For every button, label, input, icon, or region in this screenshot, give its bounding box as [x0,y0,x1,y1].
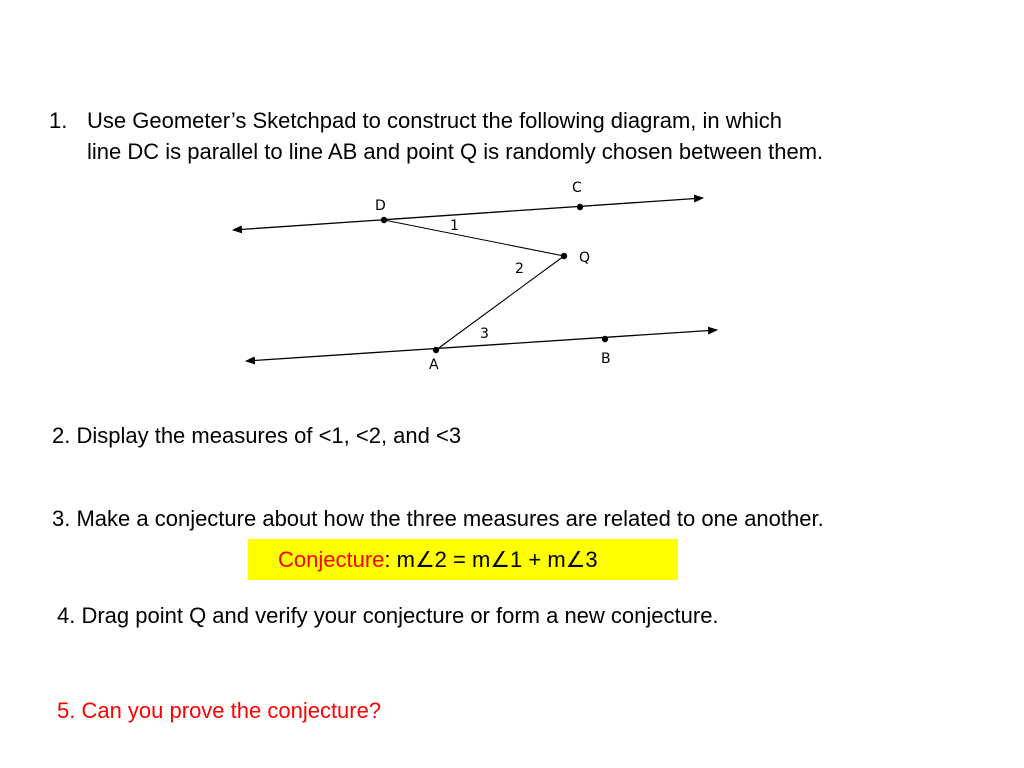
step-2-text: 2. Display the measures of <1, <2, and <3 [52,423,462,448]
step-1-text-line-1: Use Geometer’s Sketchpad to construct the following diagram, in which [87,108,782,133]
step-4-text: 4. Drag point Q and verify your conjecture or form a new conjecture. [57,603,719,628]
step-1-number: 1. [49,108,68,133]
point-b[interactable] [602,336,608,342]
label-q: Q [579,250,591,266]
point-d[interactable] [381,217,387,223]
point-c[interactable] [577,204,583,210]
label-d: D [375,198,386,214]
step-1-text-line-2: line DC is parallel to line AB and point Q is randomly chosen between them. [87,139,824,164]
label-a: A [429,357,439,373]
conjecture-label: Conjecture [278,547,385,572]
conjecture-statement [278,544,598,575]
step-5-text: 5. Can you prove the conjecture? [57,698,382,723]
point-a[interactable] [433,347,439,353]
segment-qa [436,256,564,350]
label-b: B [601,351,611,367]
angle-label-3: 3 [480,326,489,342]
conjecture-box [248,539,678,580]
conjecture-formula: : m∠2 = m∠1 + m∠3 [384,547,598,572]
step-3-text: 3. Make a conjecture about how the three measures are related to one another. [52,506,824,531]
label-c: C [572,180,582,196]
point-q[interactable] [561,253,567,259]
line-dc [233,198,703,230]
angle-label-1: 1 [450,218,459,234]
angle-label-2: 2 [515,261,524,277]
segment-dq [384,220,564,256]
